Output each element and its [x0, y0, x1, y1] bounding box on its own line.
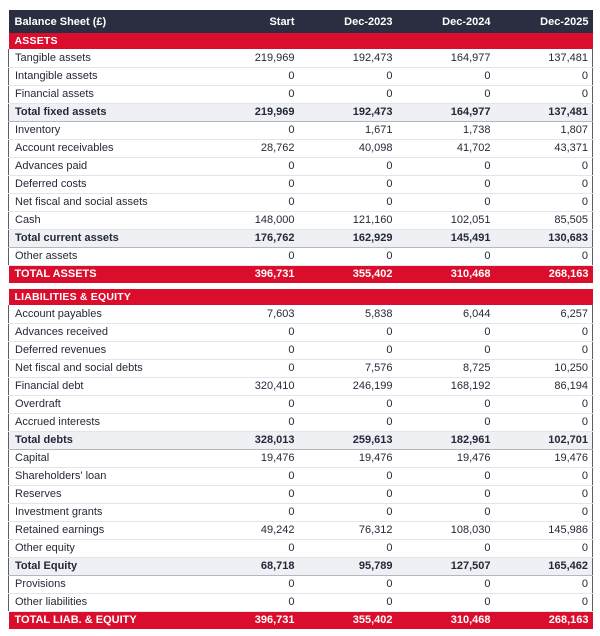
cell-value: 0 — [397, 157, 495, 175]
cell-value: 0 — [397, 67, 495, 85]
cell-value: 0 — [397, 193, 495, 211]
row-label: Overdraft — [9, 395, 201, 413]
cell-value: 0 — [201, 467, 299, 485]
cell-value: 0 — [495, 157, 593, 175]
cell-value: 355,402 — [299, 611, 397, 629]
cell-value: 0 — [495, 193, 593, 211]
table-header-row — [9, 10, 593, 33]
table-row — [9, 467, 593, 485]
cell-value: 121,160 — [299, 211, 397, 229]
table-row — [9, 557, 593, 575]
table-row — [9, 157, 593, 175]
cell-value: 0 — [299, 539, 397, 557]
cell-value: 0 — [201, 121, 299, 139]
row-label: Financial assets — [9, 85, 201, 103]
row-label: Capital — [9, 449, 201, 467]
section-header-row — [9, 289, 593, 305]
table-body — [9, 33, 593, 629]
cell-value: 0 — [495, 85, 593, 103]
cell-value: 0 — [495, 575, 593, 593]
table-row — [9, 341, 593, 359]
cell-value: 268,163 — [495, 265, 593, 283]
cell-value: 0 — [495, 395, 593, 413]
row-label: Reserves — [9, 485, 201, 503]
cell-value: 310,468 — [397, 611, 495, 629]
cell-value: 85,505 — [495, 211, 593, 229]
row-label: Deferred costs — [9, 175, 201, 193]
cell-value: 68,718 — [201, 557, 299, 575]
table-row — [9, 229, 593, 247]
balance-sheet — [8, 10, 593, 629]
cell-value: 219,969 — [201, 103, 299, 121]
cell-value: 0 — [201, 485, 299, 503]
cell-value: 0 — [299, 341, 397, 359]
cell-value: 0 — [397, 503, 495, 521]
cell-value: 86,194 — [495, 377, 593, 395]
table-row — [9, 247, 593, 265]
column-header-dec-2023: Dec-2023 — [299, 10, 397, 33]
row-label: Provisions — [9, 575, 201, 593]
cell-value: 0 — [495, 593, 593, 611]
table-row — [9, 611, 593, 629]
cell-value: 127,507 — [397, 557, 495, 575]
cell-value: 5,838 — [299, 305, 397, 323]
cell-value: 0 — [397, 341, 495, 359]
cell-value: 219,969 — [201, 49, 299, 67]
row-label: Inventory — [9, 121, 201, 139]
cell-value: 0 — [495, 539, 593, 557]
row-label: Tangible assets — [9, 49, 201, 67]
cell-value: 0 — [299, 503, 397, 521]
cell-value: 0 — [299, 175, 397, 193]
cell-value: 1,807 — [495, 121, 593, 139]
row-label: Total Equity — [9, 557, 201, 575]
cell-value: 40,098 — [299, 139, 397, 157]
row-label: TOTAL ASSETS — [9, 265, 201, 283]
cell-value: 0 — [397, 323, 495, 341]
row-label: Cash — [9, 211, 201, 229]
cell-value: 7,576 — [299, 359, 397, 377]
cell-value: 0 — [299, 575, 397, 593]
row-label: Total debts — [9, 431, 201, 449]
cell-value: 0 — [201, 175, 299, 193]
cell-value: 108,030 — [397, 521, 495, 539]
cell-value: 6,257 — [495, 305, 593, 323]
table-row — [9, 395, 593, 413]
cell-value: 355,402 — [299, 265, 397, 283]
cell-value: 0 — [201, 193, 299, 211]
cell-value: 0 — [201, 395, 299, 413]
cell-value: 95,789 — [299, 557, 397, 575]
cell-value: 0 — [397, 85, 495, 103]
cell-value: 49,242 — [201, 521, 299, 539]
cell-value: 168,192 — [397, 377, 495, 395]
table-row — [9, 413, 593, 431]
cell-value: 0 — [299, 485, 397, 503]
cell-value: 148,000 — [201, 211, 299, 229]
balance-sheet-table — [8, 10, 592, 629]
cell-value: 0 — [397, 413, 495, 431]
table-row — [9, 593, 593, 611]
cell-value: 76,312 — [299, 521, 397, 539]
table-row — [9, 211, 593, 229]
cell-value: 0 — [299, 85, 397, 103]
cell-value: 8,725 — [397, 359, 495, 377]
row-label: Other equity — [9, 539, 201, 557]
table-row — [9, 193, 593, 211]
cell-value: 19,476 — [201, 449, 299, 467]
table-title: Balance Sheet (£) — [9, 10, 201, 33]
cell-value: 145,491 — [397, 229, 495, 247]
row-label: Financial debt — [9, 377, 201, 395]
cell-value: 28,762 — [201, 139, 299, 157]
table-row — [9, 67, 593, 85]
table-row — [9, 359, 593, 377]
cell-value: 10,250 — [495, 359, 593, 377]
cell-value: 0 — [495, 247, 593, 265]
table-row — [9, 323, 593, 341]
table-row — [9, 503, 593, 521]
cell-value: 7,603 — [201, 305, 299, 323]
cell-value: 259,613 — [299, 431, 397, 449]
cell-value: 0 — [299, 395, 397, 413]
cell-value: 0 — [299, 413, 397, 431]
row-label: Intangible assets — [9, 67, 201, 85]
table-row — [9, 121, 593, 139]
cell-value: 0 — [495, 323, 593, 341]
cell-value: 0 — [299, 247, 397, 265]
row-label: Deferred revenues — [9, 341, 201, 359]
section-header-row — [9, 33, 593, 49]
cell-value: 0 — [201, 341, 299, 359]
cell-value: 0 — [299, 467, 397, 485]
cell-value: 192,473 — [299, 103, 397, 121]
cell-value: 130,683 — [495, 229, 593, 247]
cell-value: 102,051 — [397, 211, 495, 229]
cell-value: 268,163 — [495, 611, 593, 629]
cell-value: 102,701 — [495, 431, 593, 449]
table-row — [9, 139, 593, 157]
column-header-dec-2024: Dec-2024 — [397, 10, 495, 33]
cell-value: 0 — [299, 193, 397, 211]
table-row — [9, 539, 593, 557]
table-row — [9, 175, 593, 193]
cell-value: 164,977 — [397, 49, 495, 67]
cell-value: 0 — [397, 467, 495, 485]
cell-value: 246,199 — [299, 377, 397, 395]
cell-value: 0 — [397, 175, 495, 193]
table-row — [9, 103, 593, 121]
cell-value: 0 — [201, 575, 299, 593]
row-label: Other liabilities — [9, 593, 201, 611]
cell-value: 0 — [495, 413, 593, 431]
row-label: Retained earnings — [9, 521, 201, 539]
cell-value: 0 — [201, 593, 299, 611]
cell-value: 19,476 — [299, 449, 397, 467]
table-row — [9, 431, 593, 449]
cell-value: 0 — [201, 503, 299, 521]
cell-value: 0 — [495, 341, 593, 359]
cell-value: 0 — [495, 67, 593, 85]
table-row — [9, 265, 593, 283]
cell-value: 0 — [495, 467, 593, 485]
cell-value: 396,731 — [201, 265, 299, 283]
cell-value: 0 — [495, 485, 593, 503]
cell-value: 1,671 — [299, 121, 397, 139]
cell-value: 0 — [397, 247, 495, 265]
row-label: Advances paid — [9, 157, 201, 175]
cell-value: 0 — [397, 395, 495, 413]
cell-value: 0 — [201, 323, 299, 341]
cell-value: 0 — [299, 157, 397, 175]
cell-value: 0 — [201, 67, 299, 85]
cell-value: 164,977 — [397, 103, 495, 121]
table-row — [9, 521, 593, 539]
cell-value: 0 — [201, 247, 299, 265]
cell-value: 145,986 — [495, 521, 593, 539]
row-label: Shareholders' loan — [9, 467, 201, 485]
row-label: Other assets — [9, 247, 201, 265]
cell-value: 0 — [397, 575, 495, 593]
column-header-start: Start — [201, 10, 299, 33]
cell-value: 0 — [201, 413, 299, 431]
cell-value: 137,481 — [495, 103, 593, 121]
cell-value: 176,762 — [201, 229, 299, 247]
cell-value: 1,738 — [397, 121, 495, 139]
row-label: Total current assets — [9, 229, 201, 247]
row-label: Account receivables — [9, 139, 201, 157]
column-header-dec-2025: Dec-2025 — [495, 10, 593, 33]
cell-value: 137,481 — [495, 49, 593, 67]
cell-value: 0 — [495, 175, 593, 193]
cell-value: 0 — [299, 593, 397, 611]
table-row — [9, 305, 593, 323]
table-row — [9, 377, 593, 395]
cell-value: 0 — [397, 539, 495, 557]
row-label: Account payables — [9, 305, 201, 323]
cell-value: 310,468 — [397, 265, 495, 283]
cell-value: 6,044 — [397, 305, 495, 323]
cell-value: 41,702 — [397, 139, 495, 157]
cell-value: 19,476 — [495, 449, 593, 467]
table-row — [9, 575, 593, 593]
cell-value: 0 — [495, 503, 593, 521]
cell-value: 0 — [201, 539, 299, 557]
row-label: TOTAL LIAB. & EQUITY — [9, 611, 201, 629]
table-row — [9, 449, 593, 467]
row-label: Accrued interests — [9, 413, 201, 431]
section-title: ASSETS — [9, 33, 593, 49]
table-row — [9, 485, 593, 503]
cell-value: 192,473 — [299, 49, 397, 67]
cell-value: 0 — [397, 485, 495, 503]
cell-value: 0 — [299, 323, 397, 341]
table-row — [9, 85, 593, 103]
cell-value: 0 — [397, 593, 495, 611]
section-title: LIABILITIES & EQUITY — [9, 289, 593, 305]
cell-value: 19,476 — [397, 449, 495, 467]
cell-value: 182,961 — [397, 431, 495, 449]
row-label: Advances received — [9, 323, 201, 341]
row-label: Net fiscal and social assets — [9, 193, 201, 211]
cell-value: 0 — [201, 359, 299, 377]
cell-value: 328,013 — [201, 431, 299, 449]
cell-value: 0 — [299, 67, 397, 85]
row-label: Total fixed assets — [9, 103, 201, 121]
row-label: Investment grants — [9, 503, 201, 521]
cell-value: 396,731 — [201, 611, 299, 629]
cell-value: 162,929 — [299, 229, 397, 247]
row-label: Net fiscal and social debts — [9, 359, 201, 377]
cell-value: 0 — [201, 85, 299, 103]
cell-value: 165,462 — [495, 557, 593, 575]
table-row — [9, 49, 593, 67]
cell-value: 0 — [201, 157, 299, 175]
cell-value: 43,371 — [495, 139, 593, 157]
cell-value: 320,410 — [201, 377, 299, 395]
